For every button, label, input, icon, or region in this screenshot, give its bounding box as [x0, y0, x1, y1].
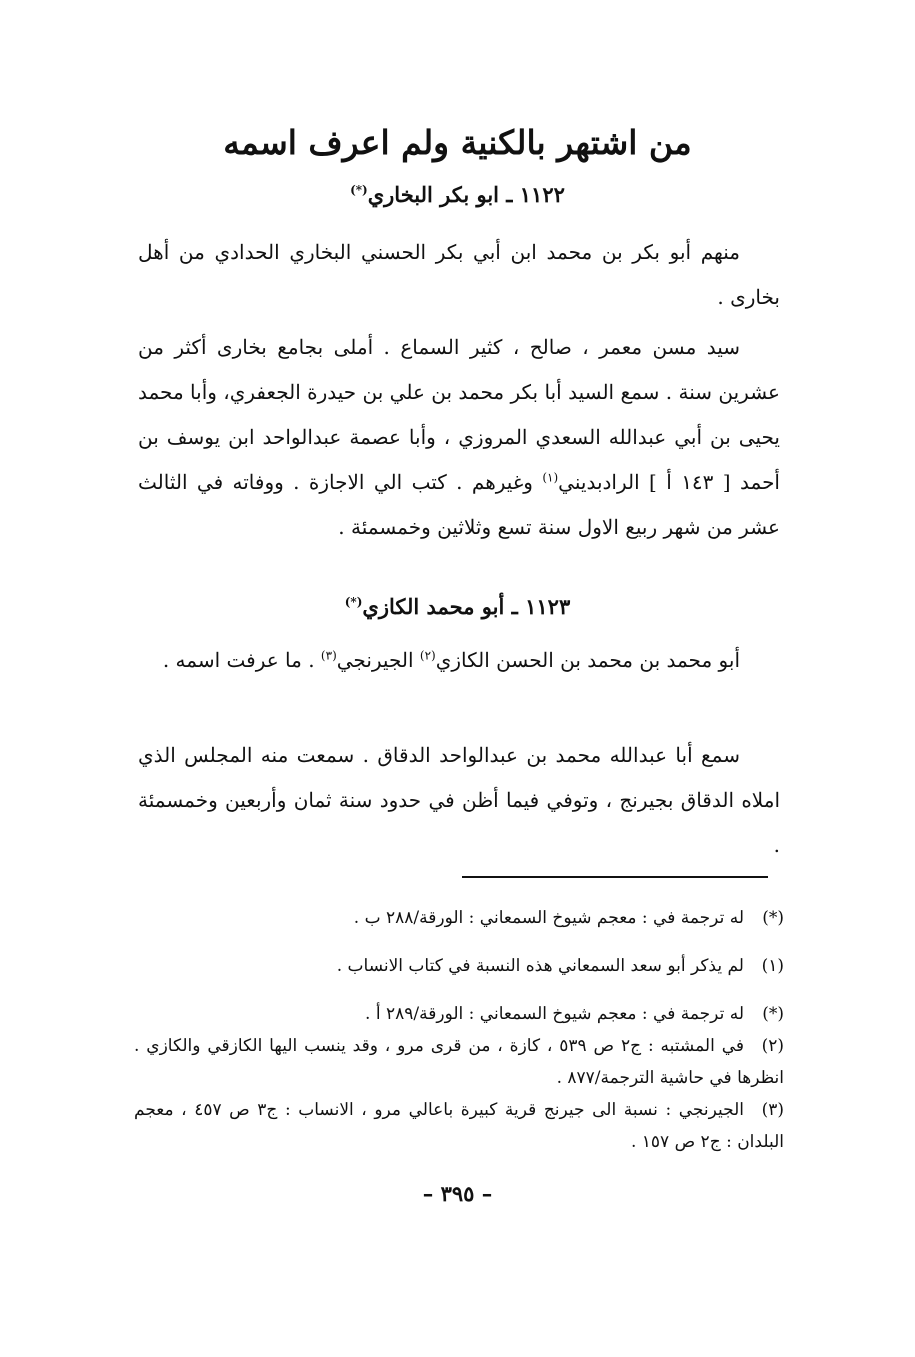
footnote-text: له ترجمة في : معجم شيوخ السمعاني : الورقة/٢٨٨ ب . [353, 908, 744, 928]
entry-intro-1123 [138, 638, 780, 683]
intro-text: الجيرنجي [336, 648, 420, 672]
footnote-marker: (*) [762, 1004, 784, 1024]
footnote-marker: (٣) [761, 1100, 784, 1120]
entry-heading-1122: ١١٢٢ ـ ابو بكر البخاري(*) [350, 182, 565, 207]
footnote-marker: (٢) [419, 648, 436, 663]
footnote [134, 902, 784, 934]
footnote-marker: (١) [761, 956, 784, 976]
footnote-text: لم يذكر أبو سعد السمعاني هذه النسبة في كتاب الانساب . [336, 956, 744, 976]
footnote [134, 1094, 784, 1158]
entry-name: ابو بكر البخاري [367, 182, 499, 207]
footnote [134, 1030, 784, 1094]
footnote-marker: (*) [344, 595, 363, 609]
intro-text: أبو محمد بن محمد بن الحسن الكازي [435, 648, 740, 672]
entry-body-1123: سمع أبا عبدالله محمد بن عبدالواحد الدقاق . سمعت منه المجلس الذي املاه الدقاق بجيرنج ، وتوفي فيما أظن في حدود سنة ثمان وأربعين وخمسمئة . [138, 743, 780, 857]
body-text-end: وغيرهم . كتب الي الاجازة . ووفاته في الثالث عشر من شهر ربيع الاول سنة تسع وثلاثين وخمسمئة . [138, 470, 780, 539]
body-text: سيد مسن معمر ، صالح ، كثير السماع . أملى بجامع بخارى أكثر من عشرين سنة . سمع السيد أبا بكر محمد بن علي بن حيدرة الجعفري، وأبا محمد يحيى بن أبي عبدالله السعدي المروزي ، وأبا عصمة عبدالواحد ابن يوسف بن أحمد [ ١٤٣ أ ] الرادبديني [138, 335, 780, 494]
footnote-marker: (١) [542, 470, 559, 485]
intro-text: . ما عرفت اسمه . [162, 648, 321, 672]
footnote [134, 998, 784, 1030]
entry-number: ١١٢٢ [519, 182, 565, 207]
footnote-marker: (٢) [761, 1036, 784, 1056]
chapter-title: من اشتهر بالكنية ولم اعرف اسمه [223, 123, 692, 162]
footnote-text: له ترجمة في : معجم شيوخ السمعاني : الورقة/٢٨٩ أ . [365, 1004, 744, 1024]
entry-name: أبو محمد الكازي [362, 594, 505, 619]
footnote-marker: (*) [350, 183, 368, 197]
entry-body-1122 [138, 325, 780, 550]
footnote-divider [462, 876, 768, 878]
footnote-marker: (*) [762, 908, 784, 928]
footnote-text: في المشتبه : ج٢ ص ٥٣٩ ، كازة ، من قرى مرو ، وقد ينسب اليها الكازقي والكازي . انظرها في حاشية الترجمة/٨٧٧ . [134, 1036, 784, 1088]
footnote [134, 950, 784, 982]
page-number: – ٣٩٥ – [422, 1181, 493, 1206]
footnote-text: الجيرنجي : نسبة الى جيرنج قرية كبيرة باعالي مرو ، الانساب : ج٣ ص ٤٥٧ ، معجم البلدان : ج٢ ص ١٥٧ . [134, 1100, 784, 1152]
entry-number: ١١٢٣ [525, 594, 571, 619]
entry-intro-1122: منهم أبو بكر بن محمد ابن أبي بكر الحسني البخاري الحدادي من أهل بخارى . [138, 240, 780, 309]
entry-heading-1123: ١١٢٣ ـ أبو محمد الكازي(*) [344, 594, 571, 619]
footnote-marker: (٣) [320, 648, 337, 663]
